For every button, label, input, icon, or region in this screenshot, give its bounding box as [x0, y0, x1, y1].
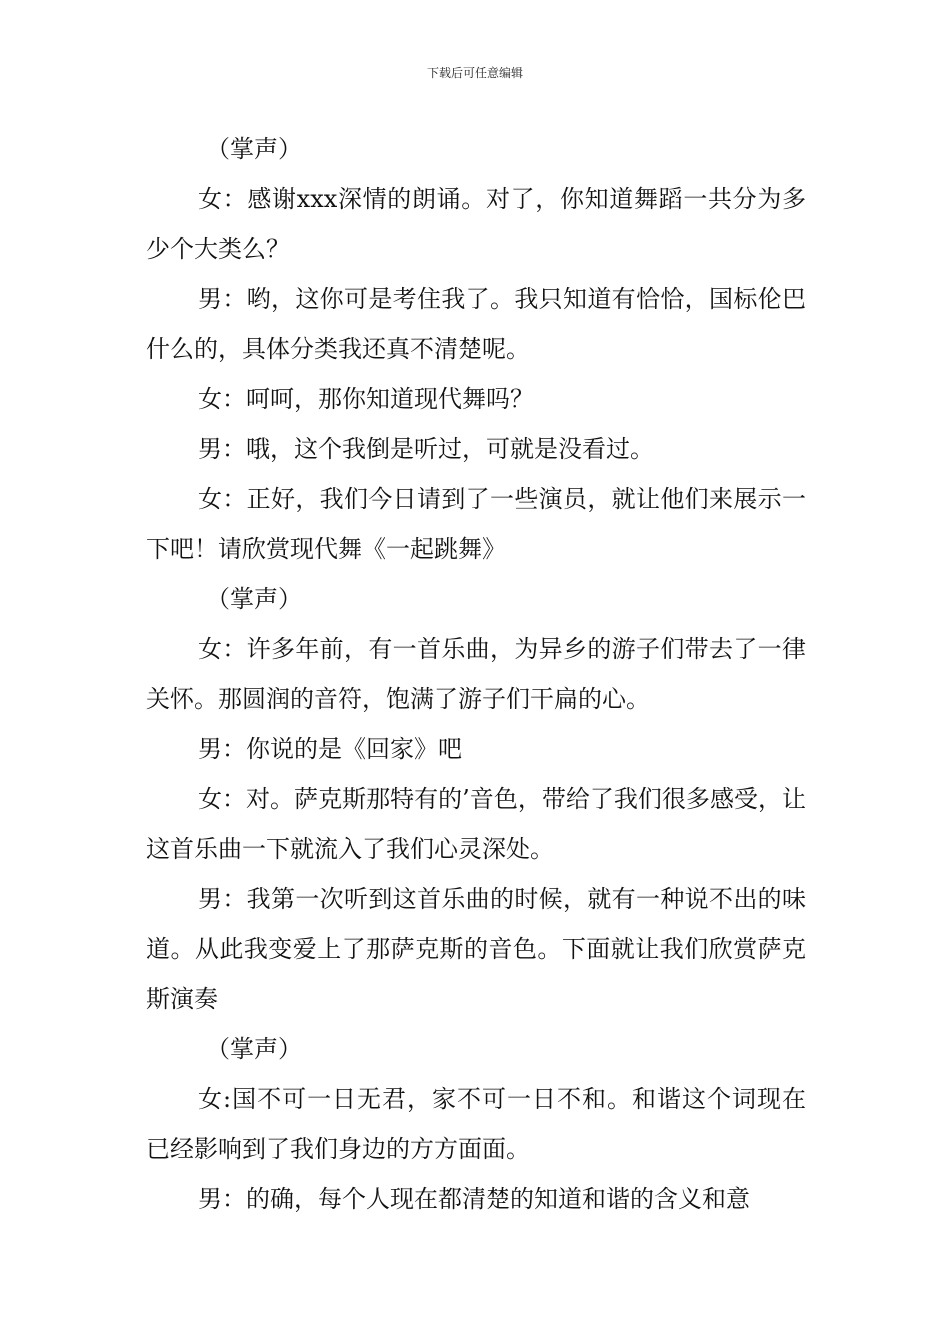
paragraph-applause: （掌声）: [206, 135, 302, 163]
paragraph-dialogue: 男：我第一次听到这首乐曲的时候，就有一种说不出的味道。从此我变爱上了那萨克斯的音色。下面就让我们欣赏萨克斯演奏: [146, 885, 806, 1013]
paragraph-dialogue: 女：感谢xxx深情的朗诵。对了，你知道舞蹈一共分为多少个大类么？: [146, 185, 806, 263]
paragraph-dialogue: 男：哟，这你可是考住我了。我只知道有恰恰，国标伦巴什么的，具体分类我还真不清楚呢。: [146, 285, 806, 363]
paragraph-dialogue: 男：的确，每个人现在都清楚的知道和谐的含义和意: [198, 1185, 750, 1213]
paragraph-dialogue: 女：呵呵，那你知道现代舞吗？: [198, 385, 534, 413]
paragraph-dialogue: 男：哦，这个我倒是听过，可就是没看过。: [198, 435, 654, 463]
paragraph-dialogue: 女:国不可一日无君，家不可一日不和。和谐这个词现在已经影响到了我们身边的方方面面。: [146, 1085, 806, 1163]
paragraph-applause: （掌声）: [206, 585, 302, 613]
page-header-note: 下载后可任意编辑: [426, 66, 523, 80]
paragraph-dialogue: 女：许多年前，有一首乐曲，为异乡的游子们带去了一律关怀。那圆润的音符，饱满了游子们干扁的心。: [146, 635, 806, 713]
paragraph-dialogue: 女：正好，我们今日请到了一些演员，就让他们来展示一下吧！请欣赏现代舞《一起跳舞》: [146, 485, 806, 563]
paragraph-dialogue: 男：你说的是《回家》吧: [198, 735, 462, 763]
paragraph-dialogue: 女：对。萨克斯那特有的’音色，带给了我们很多感受，让这首乐曲一下就流入了我们心灵深处。: [146, 785, 806, 863]
paragraph-applause: （掌声）: [206, 1035, 302, 1063]
document-body: [146, 124, 806, 1224]
